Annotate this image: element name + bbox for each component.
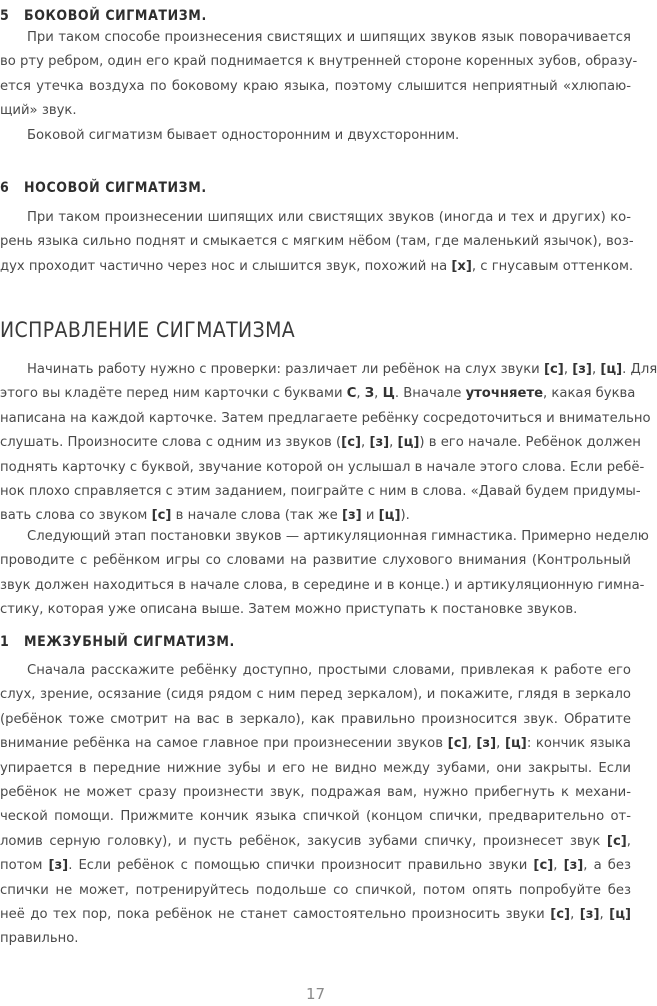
- subheading-lateral-sigmatism: 5 БОКОВОЙ СИГМАТИЗМ.: [0, 8, 207, 24]
- text-line: Сначала расскажите ребёнку доступно, простыми словами, привлекая к работе его: [27, 663, 631, 678]
- text-line: (ребёнок тоже смотрит на вас в зеркало), как правильно произносится звук. Обратите: [0, 711, 631, 727]
- section-title: ИСПРАВЛЕНИЕ СИГМАТИЗМА: [0, 318, 296, 342]
- paragraph-lateral-types: [0, 124, 631, 148]
- text-line: спички не может, потренируйтесь подольше со спичкой, потом опять попробуйте без: [0, 882, 631, 898]
- text-line: ческой помощи. Прижмите кончик языка спичкой (концом спички, предварительно от-: [0, 809, 631, 825]
- paragraph-interdental-correction: [0, 659, 631, 952]
- text-line: ломив серную головку), и пусть ребёнок, закусив зубами спичку, произнесет звук [с],: [0, 833, 631, 849]
- page-number: 17: [305, 985, 326, 1003]
- text-line: во рту ребром, один его край поднимается к внутренней стороне коренных зубов, образу-: [0, 54, 638, 70]
- text-line: правильно.: [0, 931, 79, 947]
- text-line: слух, зрение, осязание (сидя рядом с ним перед зеркалом), и покажите, глядя в зеркало: [0, 687, 631, 703]
- text-line: вать слова со звуком [с] в начале слова (так же [з] и [ц]).: [0, 508, 410, 524]
- paragraph-next-stage: [0, 525, 649, 623]
- paragraph-nasal-description: [0, 206, 634, 279]
- text-line: внимание ребёнка на самое главное при произнесении звуков [с], [з], [ц]: кончик языка: [0, 736, 631, 752]
- text-line: проводите с ребёнком игры со словами на развитие слухового внимания (Контрольный: [0, 553, 631, 569]
- subheading-interdental-sigmatism: 1 МЕЖЗУБНЫЙ СИГМАТИЗМ.: [0, 634, 235, 650]
- text-line: звук должен находиться в начале слова, в середине и в конце.) и артикуляционную гимна-: [0, 577, 645, 593]
- text-line: ребёнок не может сразу произнести звук, подражая вам, нужно прибегнуть к механи-: [0, 784, 631, 800]
- text-line: стику, которая уже описана выше. Затем можно приступать к постановке звуков.: [0, 602, 578, 618]
- text-line: потом [з]. Если ребёнок с помощью спички произносит правильно звуки [с], [з], а без: [0, 858, 631, 874]
- text-line: Начинать работу нужно с проверки: различает ли ребёнок на слух звуки [с], [з], [ц]. Для: [27, 362, 657, 377]
- text-line: неё до тех пор, пока ребёнок не станет самостоятельно произносить звуки [с], [з], [ц]: [0, 906, 632, 922]
- text-line: ется утечка воздуха по боковому краю языка, поэтому слышится неприятный «хлюпаю-: [0, 78, 631, 94]
- text-line: При таком способе произнесения свистящих и шипящих звуков язык поворачивается: [27, 30, 631, 45]
- text-line: этого вы кладёте перед ним карточки с буквами С, З, Ц. Вначале уточняете, какая буква: [0, 386, 636, 402]
- text-line: слушать. Произносите слова с одним из звуков ([с], [з], [ц]) в его начале. Ребёнок должен: [0, 435, 641, 451]
- text-line: При таком произнесении шипящих или свистящих звуков (иногда и тех и других) ко-: [27, 210, 631, 225]
- text-line: Боковой сигматизм бывает односторонним и двухсторонним.: [27, 128, 460, 143]
- text-line: рень языка сильно поднят и смыкается с мягким нёбом (там, где маленький язычок), воз-: [0, 234, 634, 250]
- paragraph-lateral-description: [0, 26, 638, 124]
- paragraph-sound-check: [0, 358, 657, 529]
- text-line: нок плохо справляется с этим заданием, поиграйте с ним в слова. «Давай будем придумы-: [0, 483, 641, 499]
- text-line: дух проходит частично через нос и слышится звук, похожий на [х], с гнусавым оттенком.: [0, 258, 634, 274]
- text-line: поднять карточку с буквой, звучание которой он услышал в начале этого слова. Если ребё-: [0, 459, 645, 475]
- subheading-nasal-sigmatism: 6 НОСОВОЙ СИГМАТИЗМ.: [0, 180, 207, 196]
- text-line: упирается в передние нижние зубы и его не видно между зубами, они закрыты. Если: [0, 760, 631, 776]
- text-line: щий» звук.: [0, 103, 77, 119]
- text-line: Следующий этап постановки звуков — артикуляционная гимнастика. Примерно неделю: [27, 529, 649, 544]
- text-line: написана на каждой карточке. Затем предлагаете ребёнку сосредоточиться и внимательно: [0, 410, 651, 426]
